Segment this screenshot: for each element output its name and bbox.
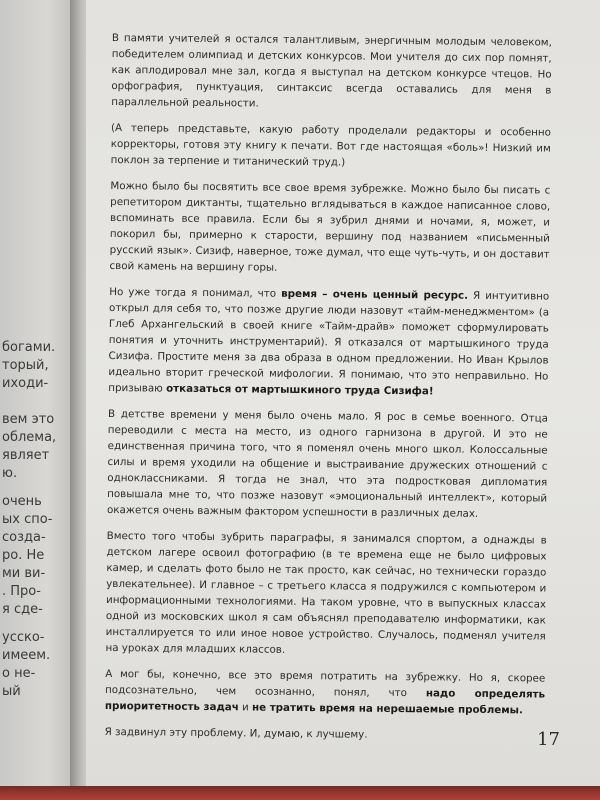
text-run: В детстве времени у меня было очень мало. Я рос в семье военного. Отца переводили с места на место, из одного гарнизона в другой. И это не единственная причина того, что я поменял очень много школ. Колоссальные силы и время уходили на общение и выстраивание дружеских отношений с одноклассниками. Я тогда не знал, что эта подростковая дипломатия повышала мне то, что позже назовут «эмоциональный интеллект», который окажется очень важным фактором успешности в различных делах. (106, 407, 549, 520)
previous-page-text-fragment: являет (2, 448, 50, 463)
previous-page-text-fragment: о не- (2, 666, 36, 681)
previous-page-text-fragment: ми ви- (2, 566, 46, 581)
paragraph (108, 284, 549, 401)
page-body-text (104, 30, 552, 755)
previous-page-text-fragment: облема, (2, 430, 57, 445)
paragraph (107, 406, 548, 523)
previous-page-text-fragment: богами. (2, 340, 56, 355)
text-run: Я интуитивно открыл для себя то, что позже другие люди назовут «тайм-менеджментом» (а Глеб Архангельский в своей книге «Тайм-драйв» поможет сформулировать понятия и уточнить инструментарий). Я отказался от мартышкиного труда Сизифа. Простите меня за два образа в одном предложении. Но Иван Крылов идеально вторит греческой мифологии. Я понимаю, что это неправильно. Но призываю (108, 289, 550, 395)
text-run: Можно было бы посвятить все свое время зубрежке. Можно было бы писать с репетитором диктанты, тщательно вглядываться в каждое написанное слово, вспоминать все правила. Если бы я зубрил днями и ночами, я, может, и покорил бы, примерно к старости, вершину под названием «письменный русский язык». Сизиф, наверное, тоже думал, что еще чуть-чуть, и он доставит свой камень на вершину горы. (109, 179, 551, 274)
paragraph (109, 178, 550, 279)
previous-page-text-fragment: очень (2, 494, 42, 509)
previous-page-text-fragment: ро. Не (2, 548, 45, 563)
paragraph (111, 30, 552, 115)
bold-phrase: отказаться от мартышкиного труда Сизифа! (166, 382, 434, 398)
previous-page-text-fragment: созда- (2, 530, 46, 545)
previous-page-text-fragment: . Про- (2, 584, 41, 599)
previous-page-text-fragment: усско- (2, 630, 45, 645)
text-run: и (238, 701, 253, 714)
previous-page-edge (0, 0, 78, 800)
book-page (86, 0, 600, 800)
text-run: Я задвинул эту проблему. И, думаю, к лучшему. (104, 725, 368, 741)
paragraph (111, 120, 551, 173)
text-run: Вместо того чтобы зубрить параграфы, я занимался спортом, а однажды в детском лагере освоил фотографию (в те времена еще не было цифровых камер, и сделать фото было не так просто, как сейчас, но технически гораздо увлекательнее). И главное – с третьего класса я подружился с компьютером и информационными технологиями. На таком уровне, что в выпускных классах одной из московских школ я сам объяснял преподавателю информатики, как инсталлируется то или иное новое устройство. Случалось, подменял учителя на уроках для младших классов. (105, 529, 547, 656)
previous-page-text-fragment: иходи- (2, 376, 49, 391)
bold-phrase: время – очень ценный ресурс. (281, 287, 469, 302)
page-number: 17 (537, 729, 560, 750)
previous-page-text-fragment: имеем. (2, 648, 51, 663)
table-surface (0, 786, 600, 800)
text-run: Но уже тогда я понимал, что (109, 285, 282, 300)
previous-page-text-fragment: ый (2, 684, 21, 699)
previous-page-text-fragment: ых спо- (2, 512, 53, 527)
previous-page-text-fragment: ю. (2, 466, 18, 481)
bold-phrase: надо определять приоритетность задач (104, 687, 546, 714)
paragraph (105, 666, 545, 719)
text-run: А мог бы, конечно, все это время потратить на зубрежку. Но я, скорее подсознательно, чем осознанно, понял, что (105, 667, 546, 700)
text-run: (А теперь представьте, какую работу проделали редакторы и особенно корректоры, готовя эту книгу к печати. Вот где настоящая «боль»! Низкий им поклон за терпение и титанический труд.) (110, 121, 552, 169)
previous-page-text-fragment: торый, (2, 358, 49, 373)
paragraph (105, 724, 545, 745)
text-run: В памяти учителей я остался талантливым, энергичным молодым человеком, победителем олимпиад и детских конкурсов. Мои учителя до сих пор помнят, как аплодировал мне зал, когда я выступал на детском конкурсе чтецов. Но орфография, пунктуация, синтаксис всегда оставались для меня в параллельной реальности. (111, 31, 552, 110)
paragraph (105, 528, 546, 661)
previous-page-text-fragment: я сде- (2, 602, 43, 617)
previous-page-text-fragment: вем это (2, 412, 55, 427)
bold-phrase: не тратить время на нерешаемые проблемы. (252, 701, 524, 717)
